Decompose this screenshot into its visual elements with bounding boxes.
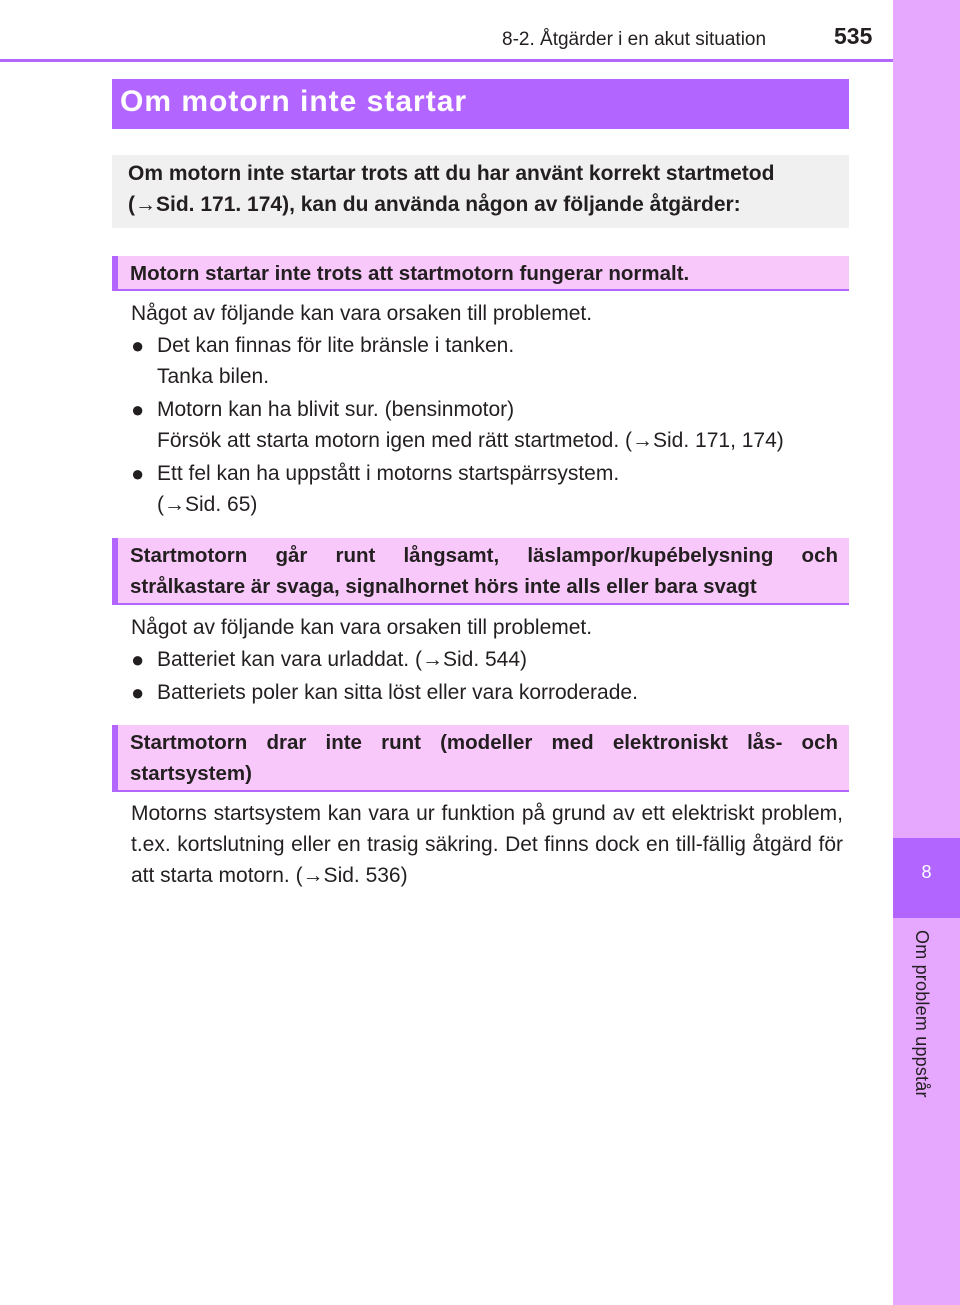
section-heading-3 bbox=[112, 725, 849, 792]
page-title: Om motorn inte startar bbox=[120, 85, 468, 118]
section-heading-3-line1: Startmotorn drar inte runt (modeller med elektroniskt lås- och bbox=[130, 731, 838, 754]
section-heading-1 bbox=[112, 256, 849, 291]
list-item-detail: (→Sid. 65) bbox=[157, 493, 258, 516]
chapter-number: 8 bbox=[921, 862, 932, 882]
chapter-label: Om problem uppstår bbox=[912, 930, 932, 1098]
bullet-icon: ● bbox=[131, 461, 145, 486]
bullet-icon: ● bbox=[131, 397, 145, 422]
bullet-icon: ● bbox=[131, 333, 145, 358]
section-heading-2-line1: Startmotorn går runt långsamt, läslampor/kupébelysning och bbox=[130, 544, 838, 567]
chapter-side-tab bbox=[893, 0, 960, 1305]
section-heading-1-text: Motorn startar inte trots att startmotorn fungerar normalt. bbox=[130, 262, 690, 285]
bullet-icon: ● bbox=[131, 647, 145, 672]
list-item: Ett fel kan ha uppstått i motorns startspärrsystem. bbox=[157, 462, 620, 485]
section-1-lead: Något av följande kan vara orsaken till problemet. bbox=[131, 302, 593, 325]
section-header: 8-2. Åtgärder i en akut situation bbox=[502, 29, 767, 50]
intro-box bbox=[112, 155, 849, 228]
heading-accent-bar bbox=[112, 538, 118, 605]
section-heading-2-line2: strålkastare är svaga, signalhornet hörs inte alls eller bara svagt bbox=[130, 575, 757, 598]
heading-accent-bar bbox=[112, 256, 118, 291]
list-item: Motorn kan ha blivit sur. (bensinmotor) bbox=[157, 398, 515, 421]
page-title-bar bbox=[112, 79, 849, 129]
intro-text: Om motorn inte startar trots att du har använt korrekt startmetod (→Sid. 171. 174), kan du använda någon av följande åtgärder: bbox=[128, 162, 775, 216]
section-heading-2 bbox=[112, 538, 849, 605]
list-item-detail: Tanka bilen. bbox=[157, 365, 270, 388]
header-rule bbox=[0, 59, 893, 62]
list-item-detail: Försök att starta motorn igen med rätt startmetod. (→Sid. 171, 174) bbox=[157, 429, 784, 452]
heading-accent-bar bbox=[112, 725, 118, 792]
section-2-lead: Något av följande kan vara orsaken till problemet. bbox=[131, 616, 593, 639]
bullet-icon: ● bbox=[131, 680, 145, 705]
section-heading-3-line2: startsystem) bbox=[130, 762, 252, 785]
list-item: Batteriets poler kan sitta löst eller vara korroderade. bbox=[157, 681, 638, 704]
list-item: Det kan finnas för lite bränsle i tanken. bbox=[157, 334, 515, 357]
section-3-body: Motorns startsystem kan vara ur funktion på grund av ett elektriskt problem, t.ex. kortslutning eller en trasig säkring. Det finns dock en till-fällig åtgärd för att starta motorn. (→Sid. 536) bbox=[131, 802, 843, 887]
page-number: 535 bbox=[834, 23, 873, 49]
list-item: Batteriet kan vara urladdat. (→Sid. 544) bbox=[157, 648, 528, 671]
